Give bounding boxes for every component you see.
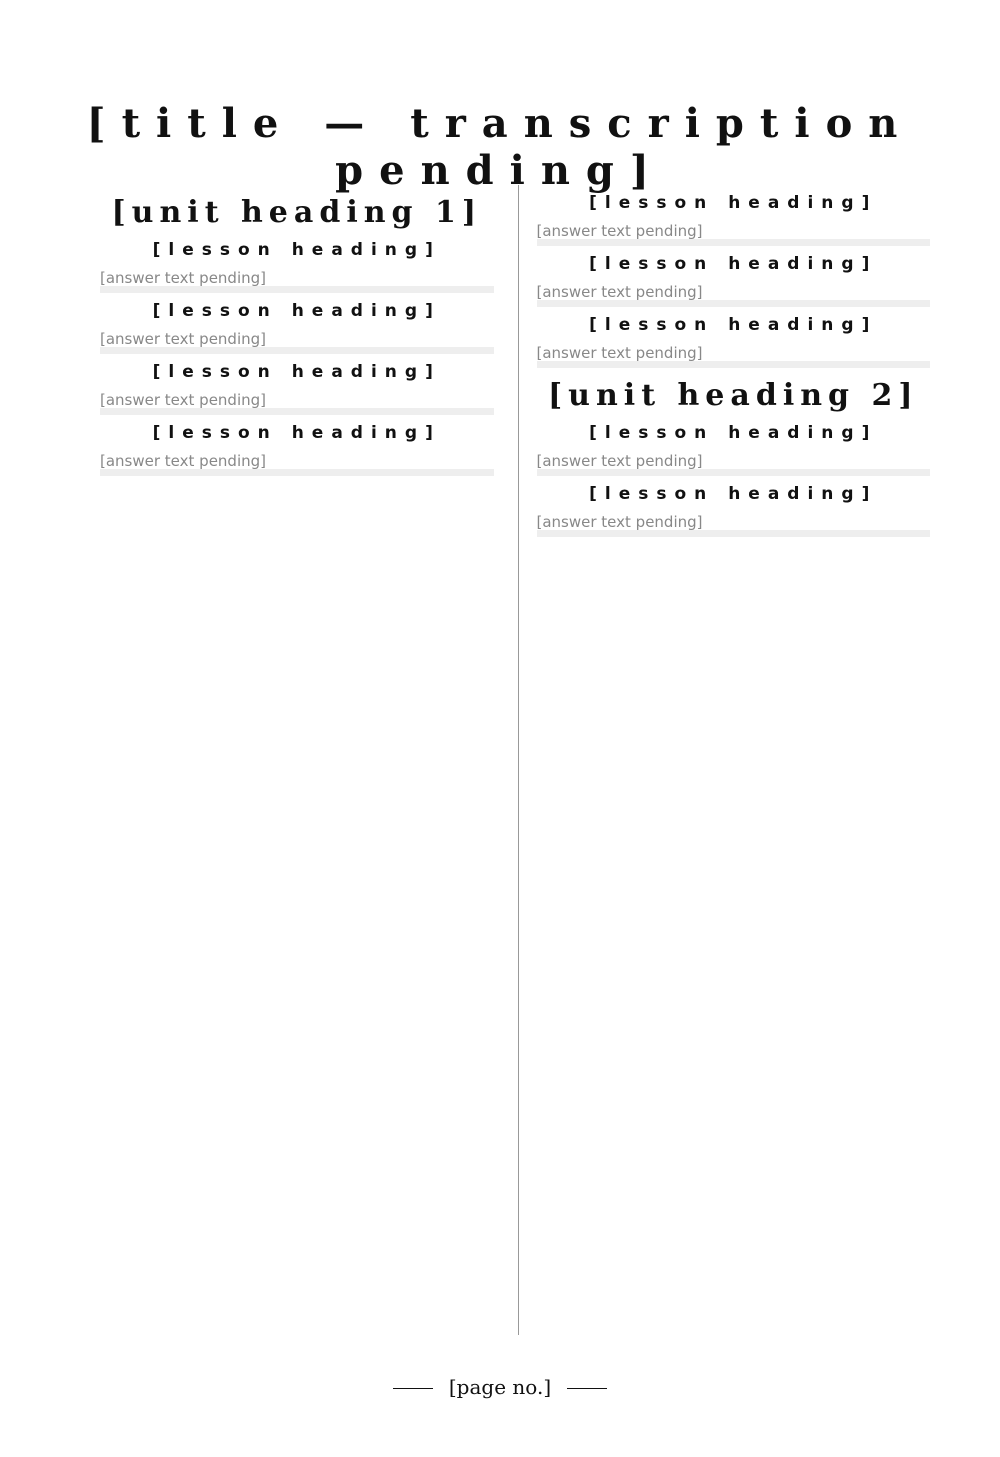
lesson-heading: [lesson heading]: [589, 193, 878, 213]
lesson-heading: [lesson heading]: [589, 484, 878, 504]
answer-text: [answer text pending]: [537, 508, 931, 537]
answer-text: [answer text pending]: [537, 278, 931, 307]
footer-dash: [567, 1388, 607, 1389]
answer-text: [answer text pending]: [100, 264, 494, 293]
page-title: [title — transcription pending]: [86, 100, 914, 194]
answer-text: [answer text pending]: [100, 325, 494, 354]
lesson-heading: [lesson heading]: [152, 362, 441, 382]
answer-text: [answer text pending]: [537, 447, 931, 476]
answer-columns: [100, 185, 930, 1335]
answer-text: [answer text pending]: [100, 447, 494, 476]
lesson-heading: [lesson heading]: [589, 254, 878, 274]
lesson-heading: [lesson heading]: [589, 315, 878, 335]
right-column: [518, 185, 931, 1335]
unit-heading: [unit heading 2]: [547, 378, 919, 413]
answer-text: [answer text pending]: [100, 386, 494, 415]
page-footer: [0, 1375, 1000, 1399]
answer-text: [answer text pending]: [537, 217, 931, 246]
answer-text: [answer text pending]: [537, 339, 931, 368]
lesson-heading: [lesson heading]: [589, 423, 878, 443]
lesson-heading: [lesson heading]: [152, 301, 441, 321]
left-column: [100, 185, 494, 1335]
lesson-heading: [lesson heading]: [152, 240, 441, 260]
unit-heading: [unit heading 1]: [111, 195, 483, 230]
page-number: [page no.]: [448, 1375, 552, 1399]
lesson-heading: [lesson heading]: [152, 423, 441, 443]
footer-dash: [393, 1388, 433, 1389]
